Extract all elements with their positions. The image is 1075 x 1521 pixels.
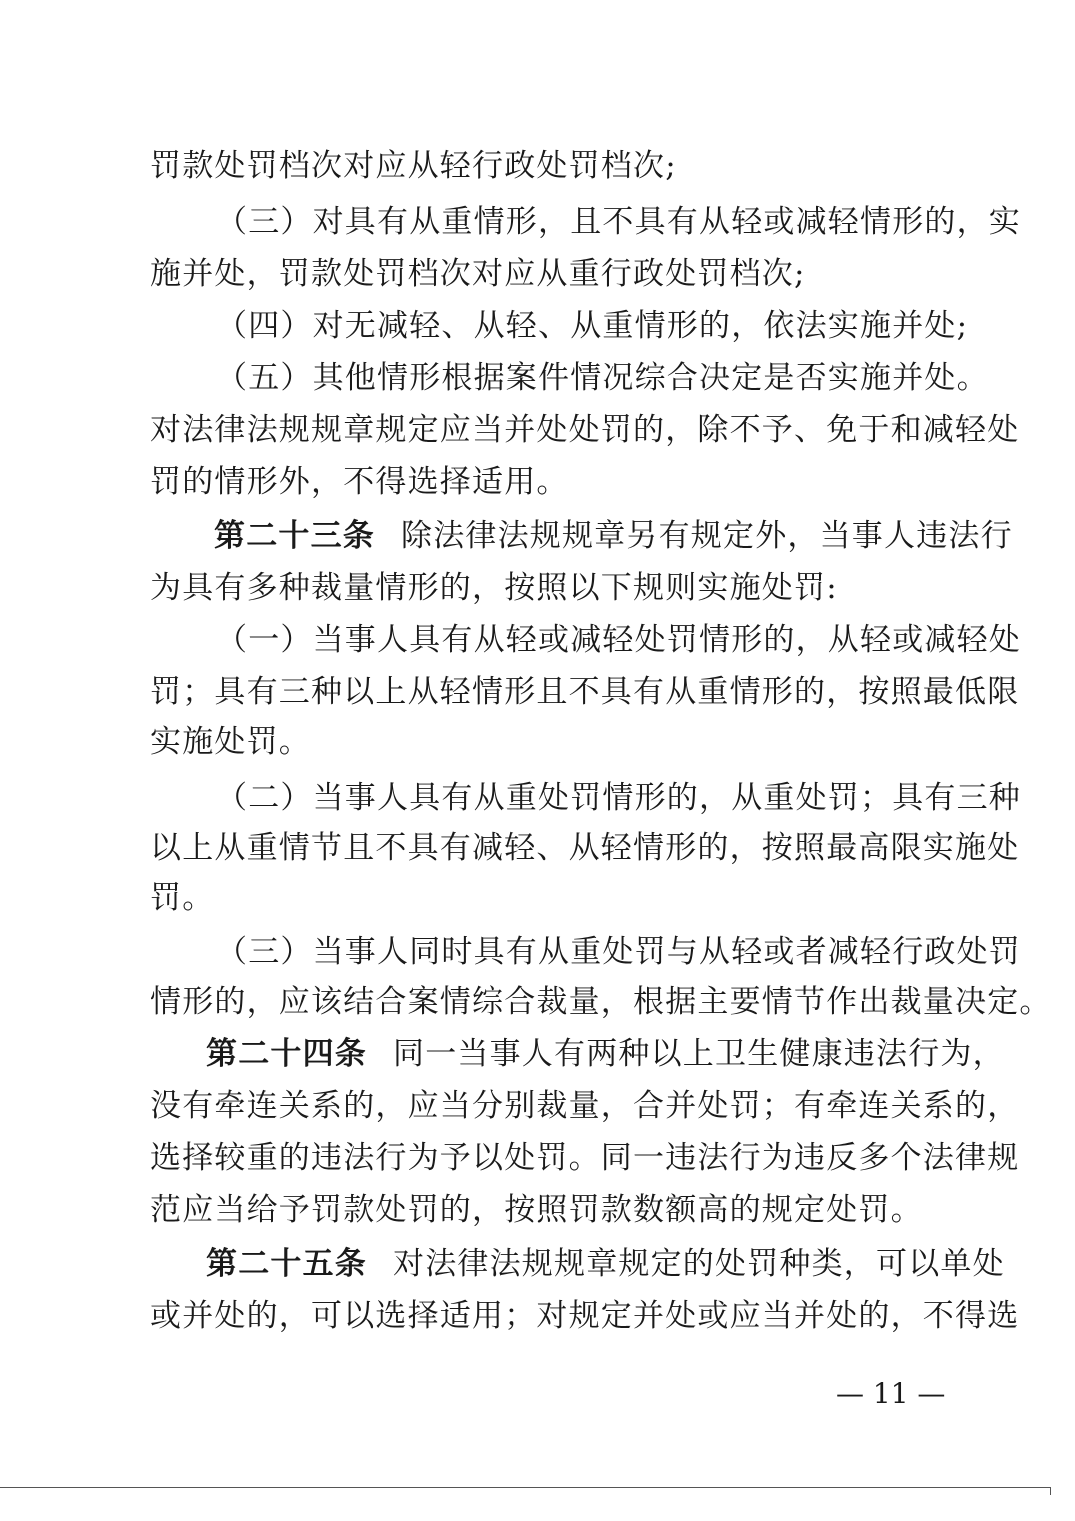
text-line: （二）当事人具有从重处罚情形的，从重处罚；具有三种 xyxy=(216,780,1021,816)
article-heading: 第二十五条 xyxy=(206,1246,367,1282)
divider-tick xyxy=(1050,1487,1051,1495)
text-line: 为具有多种裁量情形的，按照以下规则实施处罚: xyxy=(150,570,838,606)
text-line: 没有牵连关系的，应当分别裁量，合并处罚；有牵连关系的， xyxy=(150,1088,1020,1124)
article-heading: 第二十四条 xyxy=(206,1036,367,1072)
text-line: 实施处罚。 xyxy=(150,724,311,760)
text-line: 罚。 xyxy=(150,880,215,916)
text-line: 施并处，罚款处罚档次对应从重行政处罚档次; xyxy=(150,256,806,292)
text-line: （一）当事人具有从轻或减轻处罚情形的，从轻或减轻处 xyxy=(216,622,1021,658)
article-line xyxy=(206,1034,1005,1074)
article-line xyxy=(214,516,1013,556)
article-heading: 第二十三条 xyxy=(214,518,375,554)
text-line: 范应当给予罚款处罚的，按照罚款数额高的规定处罚。 xyxy=(150,1192,923,1228)
text-line: 罚款处罚档次对应从轻行政处罚档次; xyxy=(150,148,677,184)
text-line: （四）对无减轻、从轻、从重情形的，依法实施并处; xyxy=(216,308,969,344)
page-number: — 11 — xyxy=(836,1377,946,1410)
text-line: 或并处的，可以选择适用；对规定并处或应当并处的，不得选 xyxy=(150,1298,1020,1334)
text-line: （五）其他情形根据案件情况综合决定是否实施并处。 xyxy=(216,360,989,396)
text-line: 罚；具有三种以上从轻情形且不具有从重情形的，按照最低限 xyxy=(150,674,1020,710)
bottom-divider xyxy=(0,1487,1050,1488)
text-line: 情形的，应该结合案情综合裁量，根据主要情节作出裁量决定。 xyxy=(150,984,1052,1020)
article-text: 对法律法规规章规定的处罚种类，可以单处 xyxy=(393,1246,1005,1282)
text-line: 以上从重情节且不具有减轻、从轻情形的，按照最高限实施处 xyxy=(150,830,1020,866)
text-line: 罚的情形外，不得选择适用。 xyxy=(150,464,569,500)
article-text: 除法律法规规章另有规定外，当事人违法行 xyxy=(401,518,1013,554)
text-line: 选择较重的违法行为予以处罚。同一违法行为违反多个法律规 xyxy=(150,1140,1020,1176)
article-text: 同一当事人有两种以上卫生健康违法行为， xyxy=(393,1036,1005,1072)
text-line: （三）当事人同时具有从重处罚与从轻或者减轻行政处罚 xyxy=(216,934,1021,970)
text-line: 对法律法规规章规定应当并处处罚的，除不予、免于和减轻处 xyxy=(150,412,1020,448)
article-line xyxy=(206,1244,1005,1284)
text-line: （三）对具有从重情形，且不具有从轻或减轻情形的，实 xyxy=(216,204,1021,240)
